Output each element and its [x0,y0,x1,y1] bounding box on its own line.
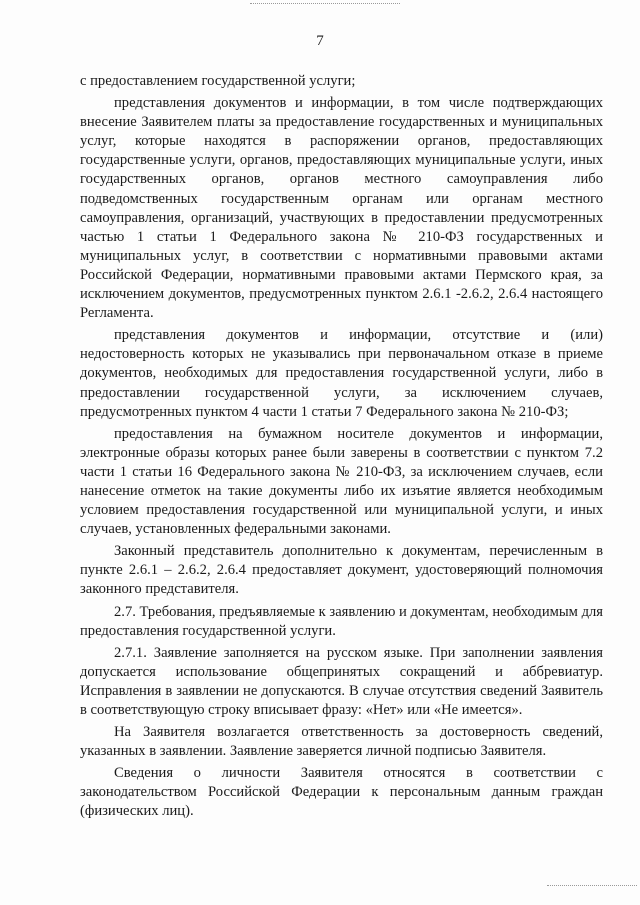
paragraph: предоставления на бумажном носителе документов и информации, электронные образы которых ранее были заверены в соответствии с пунктом 7.2 части 1 статьи 16 Федерального закона № 210-ФЗ, за исключением случаев, если нанесение отметок на такие документы либо их изъятие является необходимым условием предоставления государственной или муниципальной услуги, и иных случаев, установленных федеральными законами. [80,425,603,538]
paragraph: Сведения о личности Заявителя относятся в соответствии с законодательством Российской Федерации к персональным данным граждан (физических лиц). [80,765,603,820]
paragraph: 2.7. Требования, предъявляемые к заявлению и документам, необходимым для предоставления государственной услуги. [80,603,603,639]
scan-edge-mark [250,3,400,5]
paragraph: с предоставлением государственной услуги; [80,73,356,89]
paragraph: На Заявителя возлагается ответственность за достоверность сведений, указанных в заявлении. Заявление заверяется личной подписью Заявителя. [80,724,603,760]
page-number: 7 [316,33,324,49]
paragraph: Законный представитель дополнительно к документам, перечисленным в пункте 2.6.1 – 2.6.2, 2.6.4 предоставляет документ, удостоверяющий полномочия законного представителя. [80,543,603,598]
paragraph: представления документов и информации, в том числе подтверждающих внесение Заявителем платы за предоставление государственных и муниципальных услуг, которые находятся в распоряжении органов, предоставляющих государственные услуги, органов, предоставляющих муниципальные услуги, иных государственных органов, органов местного самоуправления либо подведомственных государственным органам или органам местного самоуправления, организаций, участвующих в предоставлении предусмотренных частью 1 статьи 1 Федерального закона № 210-ФЗ государственных и муниципальных услуг, в соответствии с нормативными правовыми актами Российской Федерации, нормативными правовыми актами Пермского края, за исключением документов, предусмотренных пунктом 2.6.1 -2.6.2, 2.6.4 настоящего Регламента. [80,95,603,322]
paragraph: 2.7.1. Заявление заполняется на русском языке. При заполнении заявления допускается использование общепринятых сокращений и аббревиатур. Исправления в заявлении не допускаются. В случае отсутствия сведений Заявитель в соответствующую строку вписывает фразу: «Нет» или «Не имеется». [80,644,603,718]
document-body [80,72,603,825]
paragraph: представления документов и информации, отсутствие и (или) недостоверность которых не указывались при первоначальном отказе в приеме документов, необходимых для предоставления государственной услуги, либо в предоставлении государственной услуги, за исключением случаев, предусмотренных пунктом 4 части 1 статьи 7 Федерального закона № 210-ФЗ; [80,327,603,420]
scan-edge-mark [547,885,637,887]
